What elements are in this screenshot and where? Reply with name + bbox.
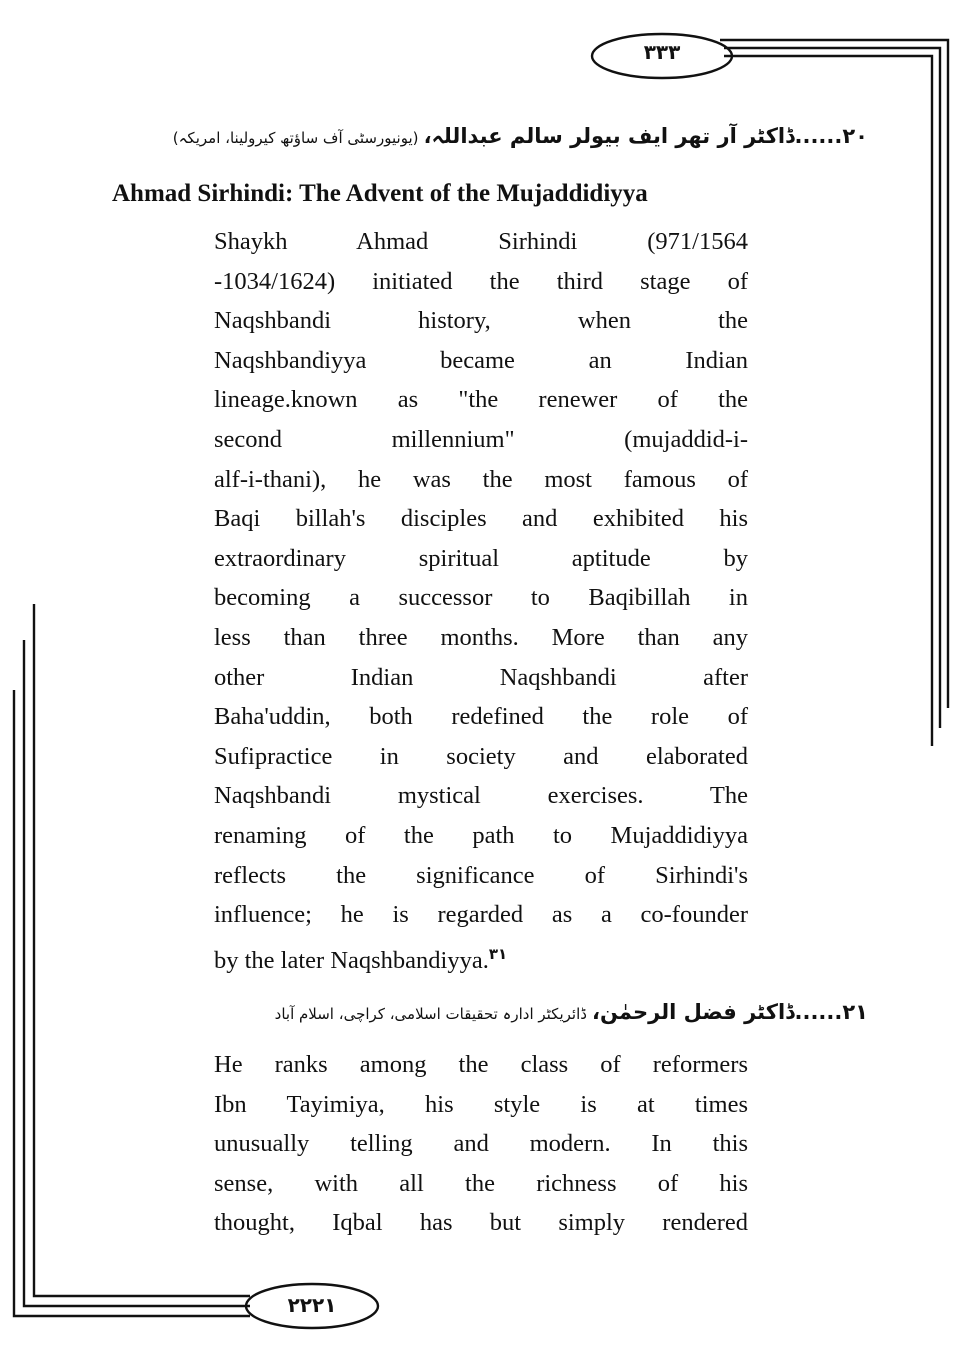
paragraph-line: Naqshbandi mystical exercises. The xyxy=(214,782,748,810)
paragraph-line: -1034/1624) initiated the third stage of xyxy=(214,267,748,295)
paragraph-line: other Indian Naqshbandi after xyxy=(214,663,748,691)
paragraph-line: He ranks among the class of reformers xyxy=(214,1051,748,1078)
footnote-marker: ۳۱ xyxy=(488,944,508,963)
paragraph-line: alf-i-thani), he was the most famous of xyxy=(214,465,748,493)
paragraph-line: Sufipractice in society and elaborated xyxy=(214,742,748,770)
bottom-page-number: ۲۲۲۱ xyxy=(287,1293,337,1317)
paragraph-line: unusually telling and modern. In this xyxy=(214,1130,748,1158)
paragraph-line: Baqi billah's disciples and exhibited his xyxy=(214,505,748,533)
paragraph-line: lineage.known as "the renewer of the xyxy=(214,386,748,414)
paragraph-line: reflects the significance of Sirhindi's xyxy=(214,861,748,889)
paragraph-line: Baha'uddin, both redefined the role of xyxy=(214,703,748,731)
urdu-entry-20-affiliation: (یونیورسٹی آف ساؤتھ کیرولینا، امریکہ) xyxy=(172,129,419,147)
paragraph-line: less than three months. More than any xyxy=(214,623,748,651)
paragraph-line: becoming a successor to Baqibillah in xyxy=(214,584,748,612)
paragraph-line: sense, with all the richness of his xyxy=(214,1169,748,1197)
paragraph-2 xyxy=(214,1045,748,1243)
paragraph-line: second millennium" (mujaddid-i- xyxy=(214,425,748,453)
urdu-entry-21 xyxy=(275,1000,868,1024)
urdu-entry-21-affiliation: ڈائریکٹر ادارہ تحقیقات اسلامی، کراچی، اسلام آباد xyxy=(274,1005,587,1023)
paragraph-line: Naqshbandi history, when the xyxy=(214,307,748,335)
urdu-entry-20 xyxy=(173,124,868,148)
paragraph-line: Naqshbandiyya became an Indian xyxy=(214,346,748,374)
border-line-top-middle xyxy=(724,48,940,728)
paragraph-line: influence; he is regarded as a co-founder xyxy=(214,901,748,929)
paragraph-line: Ibn Tayimiya, his style is at times xyxy=(214,1090,748,1118)
paragraph-line: extraordinary spiritual aptitude by xyxy=(214,544,748,572)
paragraph-line-text: by the later Naqshbandiyya. xyxy=(214,946,489,974)
top-page-number: ۳۳۳ xyxy=(643,40,681,64)
border-line-top-inner xyxy=(724,56,932,746)
paragraph-line: renaming of the path to Mujaddidiyya xyxy=(214,821,748,849)
urdu-entry-21-name: ۲۱......ڈاکٹر فضل الرحمٰن، xyxy=(592,1000,868,1024)
section-heading: Ahmad Sirhindi: The Advent of the Mujaddidiyya xyxy=(112,180,648,207)
paragraph-line: thought, Iqbal has but simply rendered xyxy=(214,1209,748,1237)
paragraph-line: Shaykh Ahmad Sirhindi (971/1564 xyxy=(214,228,748,255)
urdu-entry-20-name: ۲۰......ڈاکٹر آر تھر ایف بیولر سالم عبداللہ، xyxy=(423,124,868,148)
paragraph-line-last xyxy=(214,935,748,975)
paragraph-1 xyxy=(214,222,748,974)
